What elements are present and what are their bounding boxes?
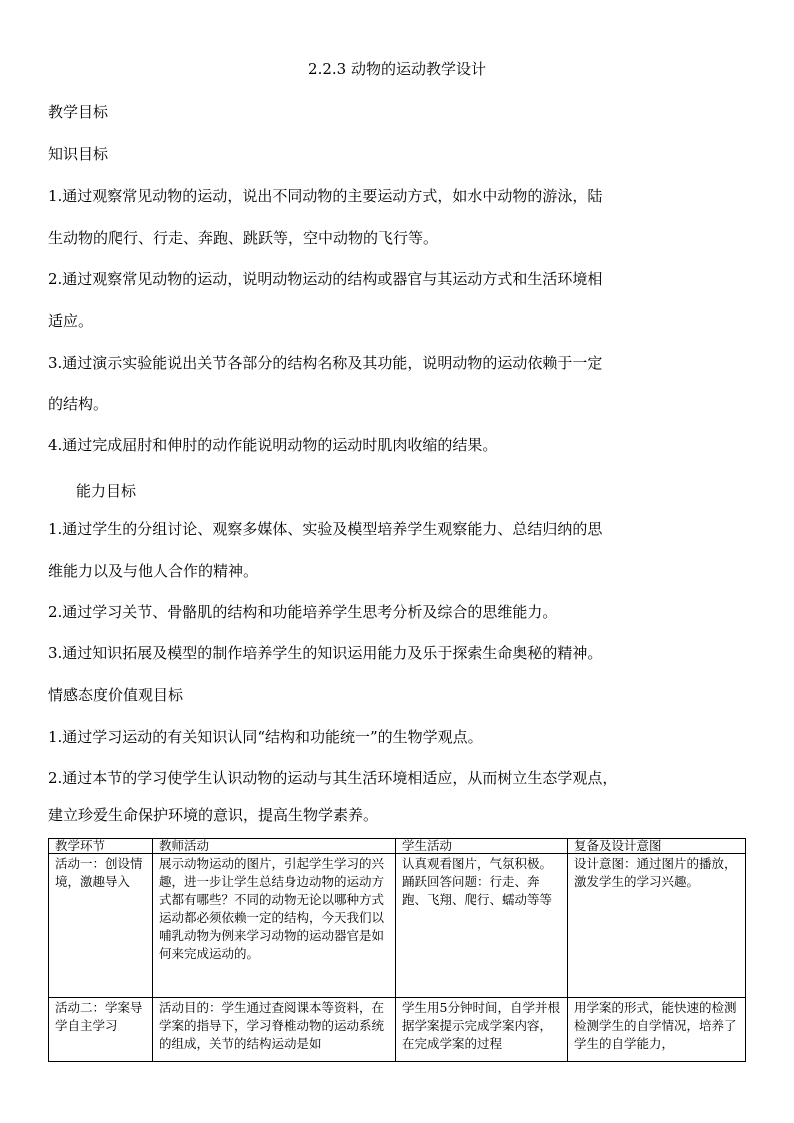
cell-stage <box>49 998 153 1062</box>
ability-line: 1.通过学生的分组讨论、观察多媒体、实验及模型培养学生观察能力、总结归纳的思 <box>48 520 603 538</box>
heading-ability-goals: 能力目标 <box>76 482 137 500</box>
intent-text: 用学案的形式，能快速的检测检测学生的自学情况，培养了学生的自学能力， <box>574 1000 737 1051</box>
cell-teacher <box>153 998 396 1062</box>
heading-emotion-goals: 情感态度价值观目标 <box>48 686 184 704</box>
knowledge-line: 的结构。 <box>48 395 109 413</box>
ability-line: 3.通过知识拓展及模型的制作培养学生的知识运用能力及乐于探索生命奥秘的精神。 <box>48 644 603 662</box>
cell-intent <box>568 854 746 998</box>
ability-line: 2.通过学习关节、骨骼肌的结构和功能培养学生思考分析及综合的思维能力。 <box>48 603 558 621</box>
heading-knowledge-goals: 知识目标 <box>48 145 109 163</box>
student-text: 认真观看图片，气氛积极。踊跃回答问题：行走、奔跑、飞翔、爬行、蠕动等等 <box>402 856 553 907</box>
cell-student <box>396 854 568 998</box>
table-row <box>49 854 746 998</box>
document-title: 2.2.3 动物的运动教学设计 <box>308 60 486 78</box>
header-stage: 教学环节 <box>49 839 153 854</box>
stage-text: 活动二：学案导学自主学习 <box>55 1000 143 1033</box>
table-row <box>49 998 746 1062</box>
ability-line: 维能力以及与他人合作的精神。 <box>48 562 259 580</box>
knowledge-line: 生动物的爬行、行走、奔跑、跳跃等，空中动物的飞行等。 <box>48 229 439 247</box>
header-student-activity: 学生活动 <box>396 839 568 854</box>
cell-student <box>396 998 568 1062</box>
knowledge-line: 适应。 <box>48 312 94 330</box>
stage-text: 活动一：创设情境，激趣导入 <box>55 856 143 889</box>
emotion-line: 1.通过学习运动的有关知识认同“结构和功能统一”的生物学观点。 <box>48 728 483 746</box>
table-header-row <box>49 839 746 854</box>
knowledge-line: 2.通过观察常见动物的运动，说明动物运动的结构或器官与其运动方式和生活环境相 <box>48 270 603 288</box>
cell-intent <box>568 998 746 1062</box>
knowledge-line: 4.通过完成屈肘和伸肘的动作能说明动物的运动时肌肉收缩的结果。 <box>48 436 498 454</box>
teacher-text: 展示动物运动的图片，引起学生学习的兴趣，进一步让学生总结身边动物的运动方式都有哪些？不同的动物无论以哪种方式运动都必须依赖一定的结构，今天我们以哺乳动物为例来学习动物的运动器官是如何来完成运动的。 <box>159 856 385 961</box>
cell-stage <box>49 854 153 998</box>
cell-teacher <box>153 854 396 998</box>
student-text: 学生用5分钟时间，自学并根据学案提示完成学案内容，在完成学案的过程 <box>402 1000 560 1051</box>
teacher-text: 活动目的：学生通过查阅课本等资料，在学案的指导下，学习脊椎动物的运动系统的组成，关节的结构运动是如 <box>159 1000 385 1051</box>
header-teacher-activity: 教师活动 <box>153 839 396 854</box>
intent-text: 设计意图：通过图片的播放，激发学生的学习兴趣。 <box>574 856 737 889</box>
knowledge-line: 1.通过观察常见动物的运动，说出不同动物的主要运动方式，如水中动物的游泳，陆 <box>48 187 603 205</box>
knowledge-line: 3.通过演示实验能说出关节各部分的结构名称及其功能，说明动物的运动依赖于一定 <box>48 354 603 372</box>
header-design-intent: 复备及设计意图 <box>568 839 746 854</box>
emotion-line: 建立珍爱生命保护环境的意识，提高生物学素养。 <box>48 806 379 824</box>
emotion-line: 2.通过本节的学习使学生认识动物的运动与其生活环境相适应，从而树立生态学观点， <box>48 769 618 787</box>
lesson-plan-table <box>48 838 746 1062</box>
heading-teaching-goals: 教学目标 <box>48 103 109 121</box>
